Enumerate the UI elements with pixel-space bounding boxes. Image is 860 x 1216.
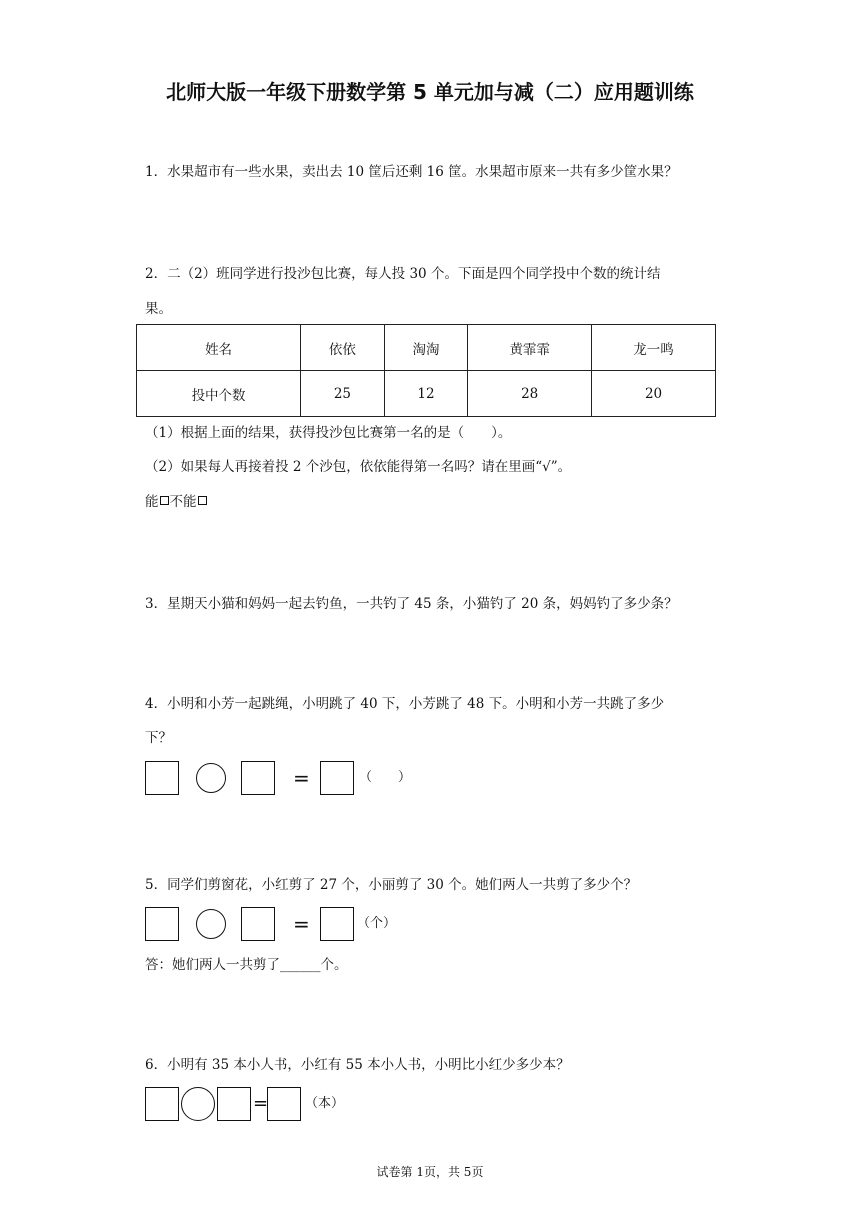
score-table xyxy=(136,324,716,417)
question-2-line-1: 2．二（2）班同学进行投沙包比赛，每人投 30 个。下面是四个同学投中个数的统计结 xyxy=(145,266,661,282)
equals-sign: = xyxy=(293,912,310,936)
table-row xyxy=(137,371,716,417)
table-cell: 投中个数 xyxy=(137,371,301,417)
answer-box[interactable] xyxy=(145,907,179,941)
table-cell: 28 xyxy=(468,371,592,417)
answer-box[interactable] xyxy=(320,761,354,795)
option-yes-label: 能 xyxy=(145,494,159,510)
equals-sign: = xyxy=(293,766,310,790)
page-title: 北师大版一年级下册数学第 5 单元加与减（二）应用题训练 xyxy=(166,80,694,104)
table-cell: 25 xyxy=(301,371,385,417)
answer-box[interactable] xyxy=(145,761,179,795)
question-5-answer: 答：她们两人一共剪了______个。 xyxy=(145,957,348,973)
answer-box[interactable] xyxy=(241,907,275,941)
answer-box[interactable] xyxy=(320,907,354,941)
table-cell: 20 xyxy=(592,371,716,417)
question-1: 1．水果超市有一些水果，卖出去 10 筐后还剩 16 筐。水果超市原来一共有多少筐水果？ xyxy=(145,164,678,180)
question-2-sub-2: （2）如果每人再接着投 2 个沙包，依依能得第一名吗？请在里画“√”。 xyxy=(145,459,572,475)
operator-circle[interactable] xyxy=(196,763,226,793)
question-2-line-2: 果。 xyxy=(145,301,172,317)
question-2-sub-1: （1）根据上面的结果，获得投沙包比赛第一名的是（ ）。 xyxy=(145,425,512,441)
option-yes-checkbox[interactable] xyxy=(160,496,169,505)
unit-label: （个） xyxy=(357,916,397,931)
table-cell: 黄霏霏 xyxy=(468,325,592,371)
answer-box[interactable] xyxy=(145,1087,179,1121)
question-6: 6．小明有 35 本小人书，小红有 55 本小人书，小明比小红少多少本？ xyxy=(145,1057,570,1073)
question-5: 5．同学们剪窗花，小红剪了 27 个，小丽剪了 30 个。她们两人一共剪了多少个？ xyxy=(145,877,638,893)
question-4-line-2: 下？ xyxy=(145,730,172,746)
answer-box[interactable] xyxy=(241,761,275,795)
equals-sign: = xyxy=(253,1093,269,1114)
table-cell: 依依 xyxy=(301,325,385,371)
table-header-row xyxy=(137,325,716,371)
table-cell: 姓名 xyxy=(137,325,301,371)
operator-circle[interactable] xyxy=(196,909,226,939)
question-2-options xyxy=(145,492,208,512)
answer-box[interactable] xyxy=(217,1087,251,1121)
table-cell: 淘淘 xyxy=(384,325,468,371)
unit-label: （本） xyxy=(305,1096,345,1111)
table-cell: 12 xyxy=(384,371,468,417)
answer-box[interactable] xyxy=(267,1087,301,1121)
operator-circle[interactable] xyxy=(181,1087,215,1121)
question-4-line-1: 4．小明和小芳一起跳绳，小明跳了 40 下，小芳跳了 48 下。小明和小芳一共跳了多少 xyxy=(145,696,665,712)
option-no-label: 不能 xyxy=(169,494,197,510)
option-no-checkbox[interactable] xyxy=(198,496,207,505)
question-3: 3．星期天小猫和妈妈一起去钓鱼，一共钓了 45 条，小猫钓了 20 条，妈妈钓了多少条？ xyxy=(145,596,678,612)
table-cell: 龙一鸣 xyxy=(592,325,716,371)
unit-label: （ ） xyxy=(359,770,412,785)
page-footer: 试卷第 1页，共 5页 xyxy=(376,1165,484,1179)
